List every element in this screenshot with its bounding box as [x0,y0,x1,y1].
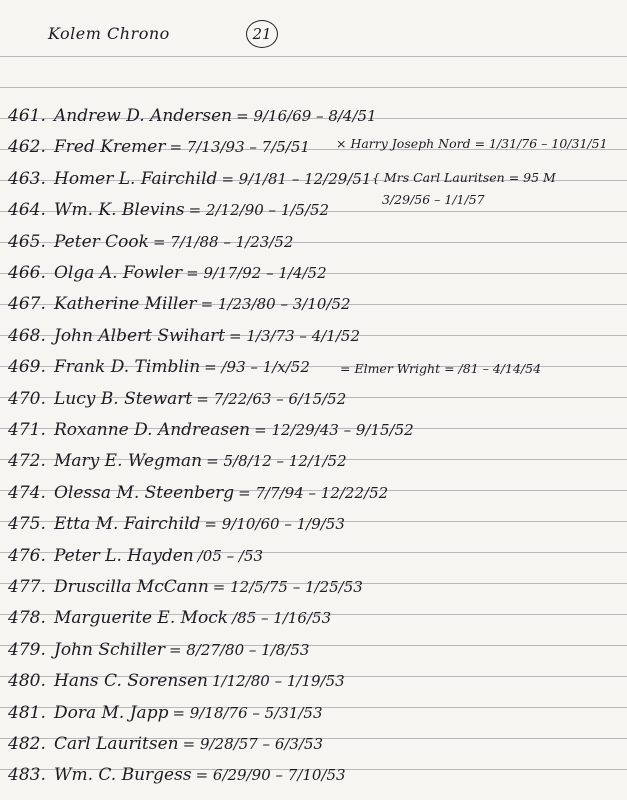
entry-number: 475. [8,514,46,535]
page-title: Kolem Chrono [48,24,170,43]
ruled-line [0,56,627,57]
entry-name: John Albert Swihart [54,325,226,346]
entry-name: Peter Cook [54,231,149,252]
entry-name: Wm. K. Blevins [54,200,185,221]
entry-dates: = /93 – 1/x/52 [204,358,310,377]
entry-number: 463. [8,168,46,189]
side-note-lauritsen-dates: 3/29/56 – 1/1/57 [382,192,485,207]
entry-dates: = 9/18/76 – 5/31/53 [172,703,323,722]
list-item [8,263,327,283]
list-item [8,357,310,377]
entry-number: 481. [8,702,46,723]
entry-name: Roxanne D. Andreasen [54,420,251,440]
list-item [8,137,310,157]
list-item [8,389,346,409]
entry-dates: /85 – 1/16/53 [232,609,332,628]
entry-dates: = 1/23/80 – 3/10/52 [200,295,351,314]
entry-name: Fred Kremer [54,137,166,158]
entry-name: Dora M. Japp [54,702,169,723]
list-item [8,765,346,785]
entry-number: 483. [8,765,46,786]
list-item [8,734,323,754]
entry-number: 471. [8,420,46,440]
list-item [8,169,371,189]
entry-dates: = 12/5/75 – 1/25/53 [212,578,363,596]
entry-dates: = 9/1/81 – 12/29/51 [221,169,372,188]
side-note-wright: = Elmer Wright = /81 – 4/14/54 [340,361,542,376]
entry-name: Etta M. Fairchild [54,514,201,535]
entry-number: 479. [8,639,46,660]
list-item [8,232,293,252]
entry-number: 467. [8,294,46,315]
entry-name: Wm. C. Burgess [54,765,192,786]
list-item [8,608,331,628]
side-note-lauritsen: { Mrs Carl Lauritsen = 95 M [372,170,556,185]
list-item [8,420,414,440]
entry-number: 478. [8,608,46,629]
entry-dates: = 9/10/60 – 1/9/53 [204,515,345,534]
list-item [8,640,309,660]
entry-number: 465. [8,231,46,252]
entry-dates: = 7/1/88 – 1/23/52 [152,232,294,251]
entry-number: 466. [8,263,46,283]
entry-name: Katherine Miller [54,294,197,315]
entry-number: 480. [8,671,46,692]
entry-name: Hans C. Sorensen [54,671,208,692]
entry-dates: 1/12/80 – 1/19/53 [212,672,345,691]
entry-dates: = 8/27/80 – 1/8/53 [168,640,310,659]
entry-number: 477. [8,577,46,597]
entry-name: Homer L. Fairchild [54,168,218,189]
list-item [8,294,351,314]
list-item [8,703,323,723]
list-item [8,451,347,471]
entry-number: 461. [8,106,46,126]
entry-name: Druscilla McCann [54,577,209,597]
list-item [8,671,345,691]
entry-dates: = 12/29/43 – 9/15/52 [254,421,414,439]
entry-dates: = 6/29/90 – 7/10/53 [195,766,346,785]
entry-number: 468. [8,325,46,346]
page-number: 21 [246,20,278,48]
entry-number: 474. [8,482,46,503]
entry-name: Lucy B. Stewart [54,388,193,409]
entry-name: Olga A. Fowler [54,263,183,283]
entry-dates: = 5/8/12 – 12/1/52 [206,452,347,471]
entry-dates: = 1/3/73 – 4/1/52 [229,326,360,345]
entry-number: 476. [8,545,46,566]
entry-number: 462. [8,137,46,158]
ruled-line [0,87,627,88]
entry-dates: = 9/28/57 – 6/3/53 [182,735,324,753]
entry-name: Andrew D. Andersen [54,106,233,126]
entry-dates: = 7/22/63 – 6/15/52 [196,389,347,408]
side-note-nord: × Harry Joseph Nord = 1/31/76 – 10/31/51 [336,136,608,151]
entry-number: 482. [8,734,46,754]
list-item [8,514,345,534]
entry-dates: = 7/7/94 – 12/22/52 [238,483,389,502]
entry-number: 469. [8,357,46,378]
entry-number: 472. [8,451,46,472]
entry-number: 464. [8,200,46,221]
entry-name: Carl Lauritsen [54,734,179,754]
entry-dates: = 9/17/92 – 1/4/52 [186,264,327,282]
list-item [8,326,360,346]
list-item [8,483,388,503]
entry-name: Peter L. Hayden [54,545,194,566]
list-item [8,200,329,220]
entry-name: Mary E. Wegman [54,451,203,472]
list-item [8,546,263,566]
entry-name: John Schiller [54,639,165,660]
entry-dates: = 9/16/69 – 8/4/51 [236,107,377,125]
entry-name: Frank D. Timblin [54,357,201,378]
entry-dates: = 2/12/90 – 1/5/52 [188,201,330,220]
entry-name: Olessa M. Steenberg [54,482,235,503]
entry-name: Marguerite E. Mock [54,608,229,629]
list-item [8,577,363,597]
entry-dates: = 7/13/93 – 7/5/51 [169,138,310,157]
entry-number: 470. [8,388,46,409]
list-item [8,106,377,126]
entry-dates: /05 – /53 [197,546,264,565]
